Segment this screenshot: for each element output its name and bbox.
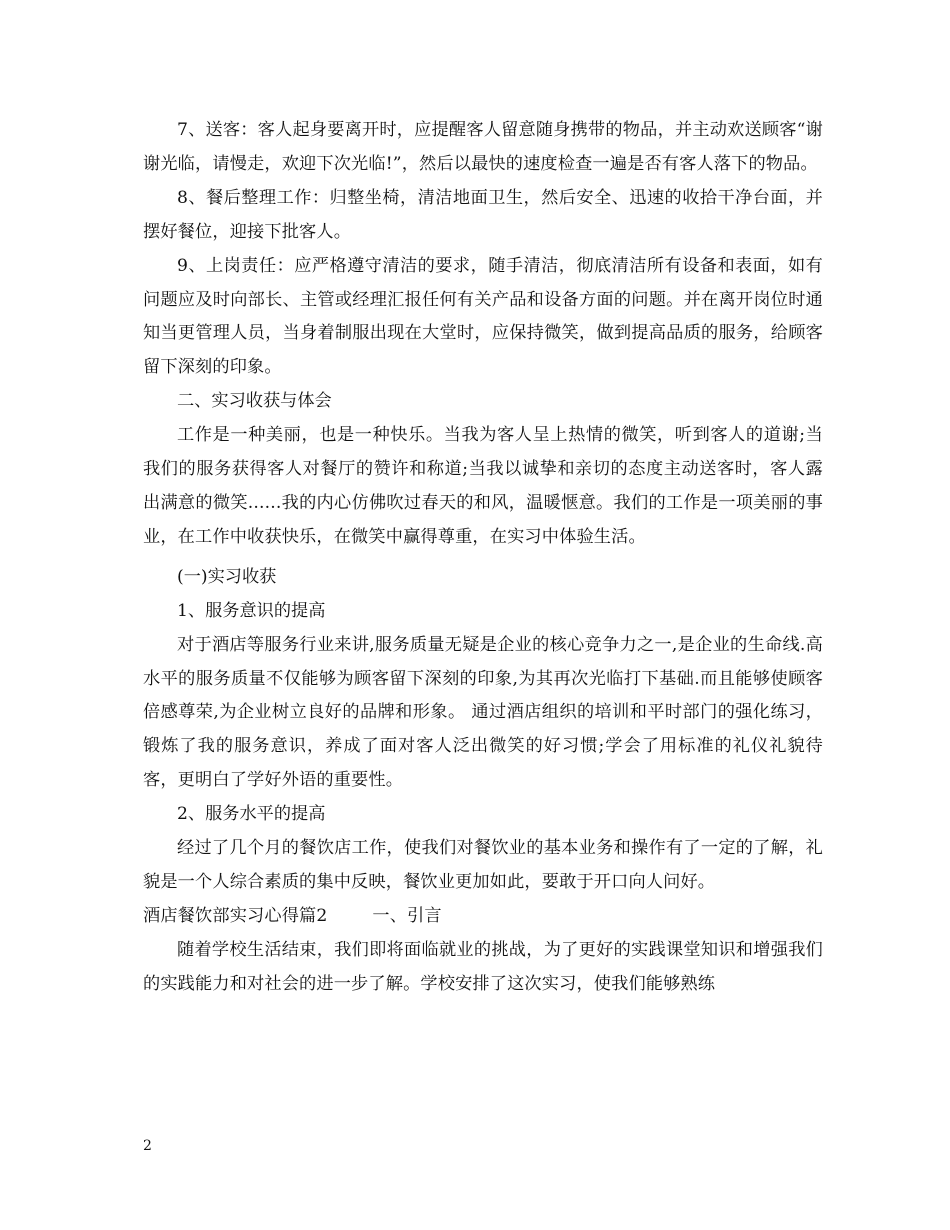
paragraph-after-meal-cleanup: 8、餐后整理工作：归整坐椅，清洁地面卫生，然后安全、迅速的收拾干净台面，并摆好餐位，迎接下批客人。	[143, 187, 823, 242]
item-heading-service-level: 2、服务水平的提高	[177, 804, 326, 825]
section-heading-gains: 二、实习收获与体会	[177, 391, 332, 412]
paragraph-work-is-beauty: 工作是一种美丽，也是一种快乐。当我为客人呈上热情的微笑，听到客人的道谢;当我们的服务获得客人对餐厅的赞许和称道;当我以诚挚和亲切的态度主动送客时，客人露出满意的微笑......我的内心仿佛吹过春天的和风，温暖惬意。我们的工作是一项美丽的事业，在工作中收获快乐，在微笑中赢得尊重，在实习中体验生活。	[143, 425, 823, 547]
page-number: 2	[143, 1138, 152, 1154]
paragraph-service-quality: 对于酒店等服务行业来讲,服务质量无疑是企业的核心竞争力之一,是企业的生命线.高水平的服务质量不仅能够为顾客留下深刻的印象,为其再次光临打下基础.而且能够使顾客倍感尊荣,为企业树立良好的品牌和形象。 通过酒店组织的培训和平时部门的强化练习，锻炼了我的服务意识，养成了面对客人泛出微笑的好习惯;学会了用标准的礼仪礼貌待客，更明白了学好外语的重要性。	[143, 634, 823, 791]
article-title-part-2: 酒店餐饮部实习心得篇2 一、引言	[143, 905, 442, 926]
paragraph-seeing-off-guests: 7、送客：客人起身要离开时，应提醒客人留意随身携带的物品，并主动欢送顾客“谢谢光临，请慢走，欢迎下次光临!”，然后以最快的速度检查一遍是否有客人落下的物品。	[143, 120, 823, 174]
paragraph-introduction: 随着学校生活结束，我们即将面临就业的挑战，为了更好的实践课堂知识和增强我们的实践能力和对社会的进一步了解。学校安排了这次实习，使我们能够熟练	[143, 939, 823, 994]
item-heading-service-awareness: 1、服务意识的提高	[177, 600, 326, 621]
body-text	[143, 114, 823, 1002]
paragraph-restaurant-work: 经过了几个月的餐饮店工作，使我们对餐饮业的基本业务和操作有了一定的了解，礼貌是一个人综合素质的集中反映，餐饮业更加如此，要敢于开口向人问好。	[143, 838, 823, 892]
subsection-heading-internship-gains: (一)实习收获	[177, 566, 277, 587]
paragraph-on-duty-responsibility: 9、上岗责任：应严格遵守清洁的要求，随手清洁，彻底清洁所有设备和表面，如有问题应及时向部长、主管或经理汇报任何有关产品和设备方面的问题。并在离开岗位时通知当更管理人员，当身着制服出现在大堂时，应保持微笑，做到提高品质的服务，给顾客留下深刻的印象。	[143, 255, 823, 378]
